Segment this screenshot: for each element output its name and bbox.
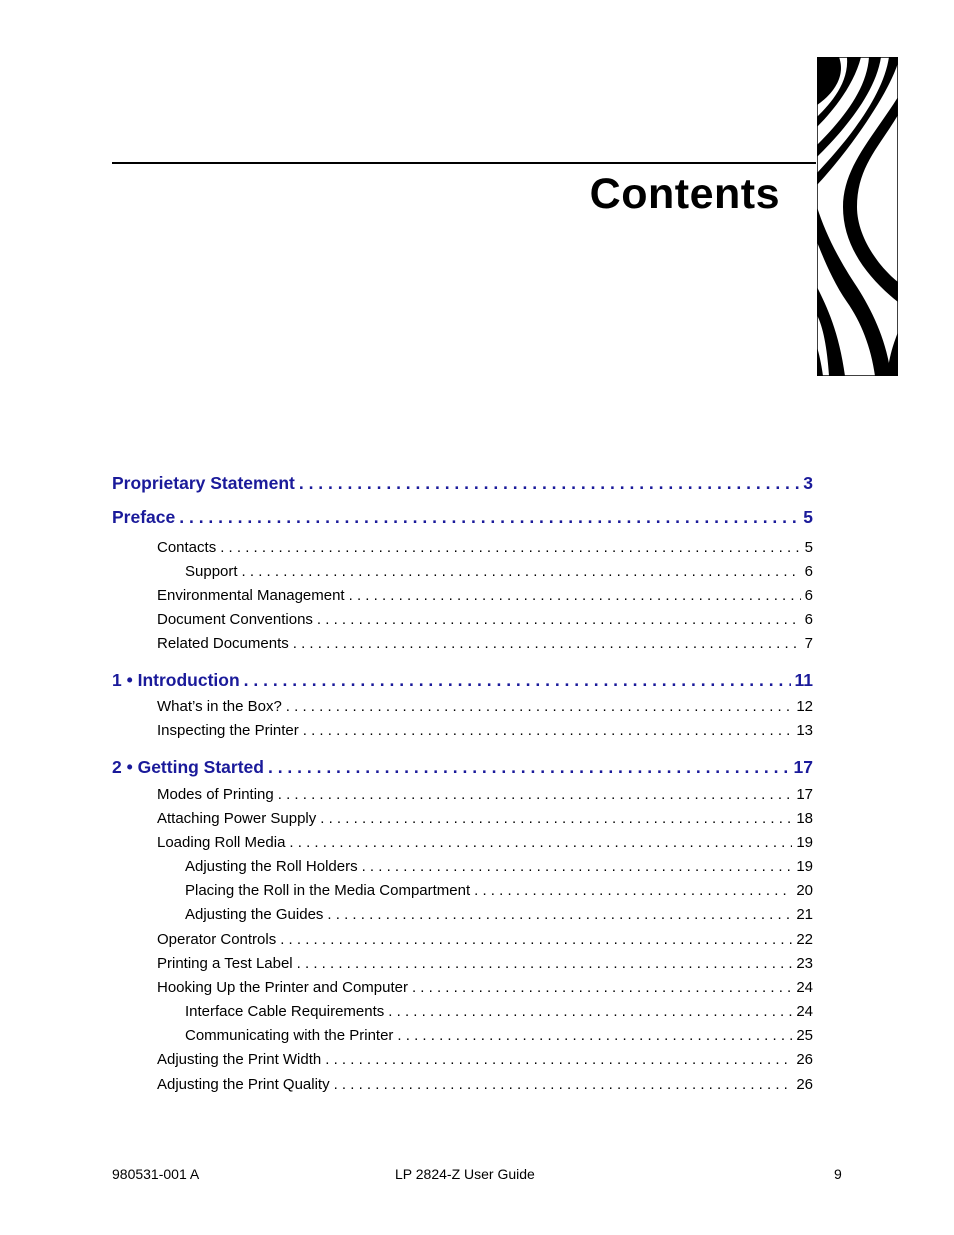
toc-entry-page: 17 [796,786,813,803]
toc-dot-leader [286,698,793,715]
toc-entry-label: Communicating with the Printer [185,1027,394,1044]
toc-entry-page: 5 [804,539,813,556]
toc-entry-label: Attaching Power Supply [157,810,317,827]
toc-entry[interactable] [185,882,813,899]
toc-entry-label: Contacts [157,539,217,556]
toc-entry[interactable] [157,1076,813,1093]
toc-entry-page: 21 [796,906,813,923]
toc-dot-leader [268,757,790,778]
toc-entry-label: Operator Controls [157,931,277,948]
toc-entry-page: 11 [794,670,813,690]
toc-entry-page: 6 [804,587,813,604]
toc-entry-label: Hooking Up the Printer and Computer [157,979,408,996]
toc-entry-page: 24 [796,1003,813,1020]
toc-entry[interactable] [157,698,813,715]
toc-entry-page: 23 [796,955,813,972]
toc-dot-leader [303,722,793,739]
toc-dot-leader [397,1027,792,1044]
toc-entry-label: Placing the Roll in the Media Compartment [185,882,471,899]
toc-entry[interactable] [157,834,813,851]
toc-entry[interactable] [157,539,813,556]
toc-entry-page: 3 [803,473,813,493]
toc-entry[interactable] [112,757,813,778]
toc-entry-label: 2 • Getting Started [112,757,264,777]
toc-entry-label: Printing a Test Label [157,955,293,972]
toc-entry-label: Loading Roll Media [157,834,286,851]
toc-dot-leader [293,635,801,652]
toc-dot-leader [299,473,799,494]
toc-dot-leader [320,810,792,827]
toc-dot-leader [327,906,792,923]
toc-entry-label: Adjusting the Roll Holders [185,858,358,875]
toc-entry-page: 5 [803,507,813,527]
toc-entry[interactable] [185,563,813,580]
toc-entry[interactable] [157,722,813,739]
toc-entry-page: 19 [796,858,813,875]
toc-entry-page: 26 [796,1076,813,1093]
toc-entry[interactable] [157,931,813,948]
toc-entry-label: Environmental Management [157,587,345,604]
toc-entry[interactable] [157,810,813,827]
toc-entry-label: Modes of Printing [157,786,274,803]
toc-entry-page: 12 [796,698,813,715]
toc-entry[interactable] [157,786,813,803]
toc-dot-leader [289,834,792,851]
toc-entry[interactable] [157,955,813,972]
toc-entry[interactable] [157,635,813,652]
toc-dot-leader [474,882,792,899]
toc-entry-label: Proprietary Statement [112,473,295,493]
toc-entry-label: Document Conventions [157,611,313,628]
toc-entry-page: 7 [804,635,813,652]
toc-entry[interactable] [157,1051,813,1068]
toc-entry-label: Interface Cable Requirements [185,1003,385,1020]
toc-entry-label: Related Documents [157,635,289,652]
toc-entry[interactable] [157,979,813,996]
toc-entry-page: 6 [804,611,813,628]
toc-dot-leader [317,611,801,628]
toc-dot-leader [179,507,799,528]
toc-entry[interactable] [112,670,813,691]
header-rule [112,162,816,164]
toc-dot-leader [334,1076,793,1093]
toc-dot-leader [244,670,791,691]
toc-entry-label: What’s in the Box? [157,698,282,715]
toc-dot-leader [278,786,793,803]
toc-entry-label: Adjusting the Guides [185,906,324,923]
toc-dot-leader [242,563,801,580]
toc-entry-page: 24 [796,979,813,996]
toc-entry-label: Adjusting the Print Width [157,1051,322,1068]
toc-dot-leader [412,979,792,996]
toc-entry-page: 22 [796,931,813,948]
toc-dot-leader [362,858,793,875]
toc-entry-label: Inspecting the Printer [157,722,299,739]
footer-guide-title: LP 2824-Z User Guide [395,1166,535,1182]
toc-dot-leader [220,539,800,556]
toc-entry-page: 26 [796,1051,813,1068]
page-title: Contents [589,170,780,218]
toc-dot-leader [297,955,793,972]
toc-entry-label: Support [185,563,238,580]
toc-entry-page: 20 [796,882,813,899]
footer-doc-number: 980531-001 A [112,1166,200,1182]
toc-entry-page: 13 [796,722,813,739]
toc-dot-leader [280,931,792,948]
toc-entry[interactable] [185,1003,813,1020]
toc-entry-page: 6 [804,563,813,580]
toc-dot-leader [388,1003,792,1020]
toc-entry[interactable] [185,1027,813,1044]
toc-entry-page: 17 [793,757,813,777]
toc-entry[interactable] [112,507,813,528]
toc-entry-label: Preface [112,507,176,527]
toc-entry[interactable] [112,473,813,494]
toc-entry-label: Adjusting the Print Quality [157,1076,330,1093]
toc-entry[interactable] [185,858,813,875]
toc-entry[interactable] [157,611,813,628]
zebra-stripes-logo [817,57,898,376]
toc-entry-page: 25 [796,1027,813,1044]
footer-page-number: 9 [834,1166,842,1182]
toc-entry[interactable] [185,906,813,923]
toc-entry-label: 1 • Introduction [112,670,240,690]
toc-entry[interactable] [157,587,813,604]
toc-dot-leader [349,587,801,604]
toc-entry-page: 18 [796,810,813,827]
toc-entry-page: 19 [796,834,813,851]
toc-dot-leader [325,1051,792,1068]
